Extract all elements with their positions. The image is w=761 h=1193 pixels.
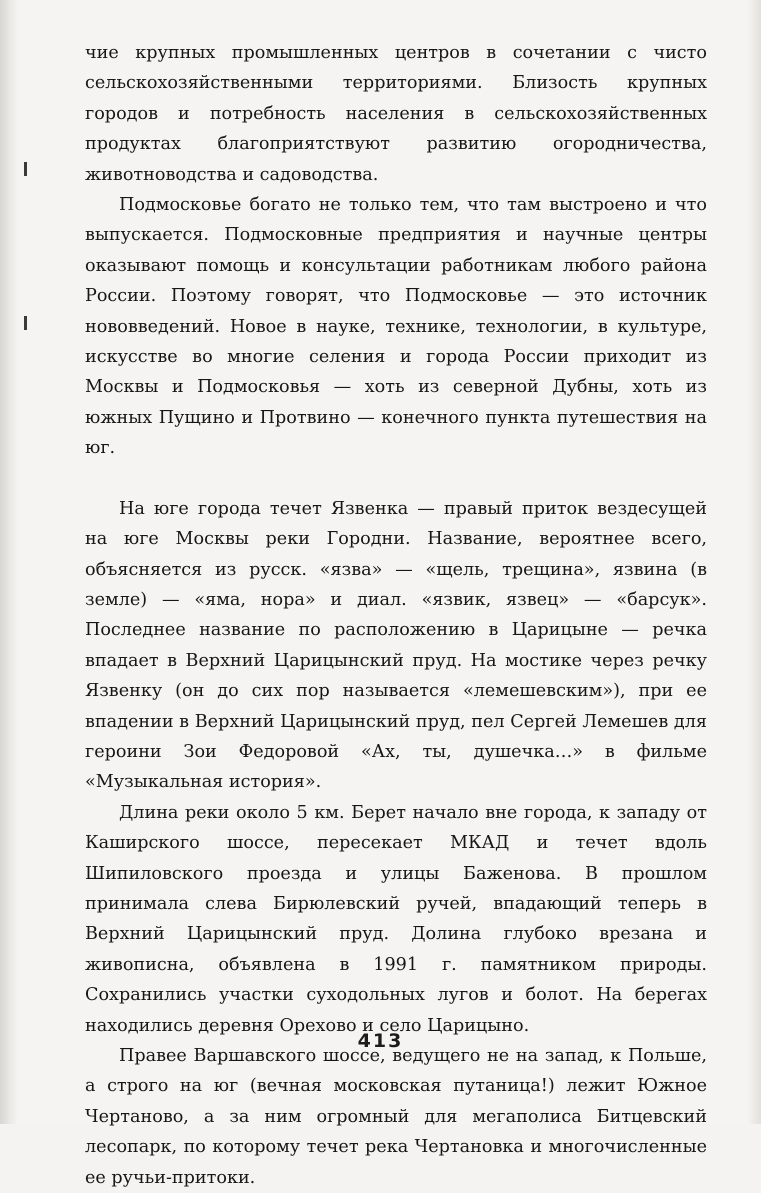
scan-mark [24,162,27,176]
paragraph-section-start: На юге города течет Язвенка — правый приток вездесущей на юге Москвы реки Городни. Название, вероятнее всего, объясняется из русск. «язва» — «щель, трещина», язвина (в земле) — «яма, нора» и диал. «язвик, язвец» — «барсук». Последнее название по расположению в Царицыне — речка впадает в Верхний Царицынский пруд. На мостике через речку Язвенку (он до сих пор называется «лемешевским»), при ее впадении в Верхний Царицынский пруд, пел Сергей Лемешев для героини Зои Федоровой «Ах, ты, душечка…» в фильме «Музыкальная история». [85,498,707,793]
page-left-edge [0,0,18,1124]
page-right-edge [747,0,761,1124]
paragraph-continuation: чие крупных промышленных центров в сочетании с чисто сельскохозяйственными территориями. Близость крупных городов и потребность населения в сельскохозяйственных продуктах благоприятствуют развитию огородничества, животноводства и садоводства. [85,43,707,185]
scan-mark [24,316,27,330]
paragraph: Правее Варшавского шоссе, ведущего не на запад, к Польше, а строго на юг (вечная московская путаница!) лежит Южное Чертаново, а за ним огромный для мегаполиса Битцевский лесопарк, по которому течет река Чертановка и многочисленные ее ручьи-притоки. [85,1046,707,1188]
body-text [85,38,707,1193]
page-number: 413 [357,1030,404,1052]
paragraph: Подмосковье богато не только тем, что там выстроено и что выпускается. Подмосковные предприятия и научные центры оказывают помощь и консультации работникам любого района России. Поэтому говорят, что Подмосковье — это источник нововведений. Новое в науке, технике, технологии, в культуре, искусстве во многие селения и города России приходит из Москвы и Подмосковья — хоть из северной Дубны, хоть из южных Пущино и Протвино — конечного пункта путешествия на юг. [85,195,707,459]
paragraph: Длина реки около 5 км. Берет начало вне города, к западу от Каширского шоссе, пересекает МКАД и течет вдоль Шипиловского проезда и улицы Баженова. В прошлом принимала слева Бирюлевский ручей, впадающий теперь в Верхний Царицынский пруд. Долина глубоко врезана и живописна, объявлена в 1991 г. памятником природы. Сохранились участки суходольных лугов и болот. На берегах находились деревня Орехово и село Царицыно. [85,802,707,1036]
